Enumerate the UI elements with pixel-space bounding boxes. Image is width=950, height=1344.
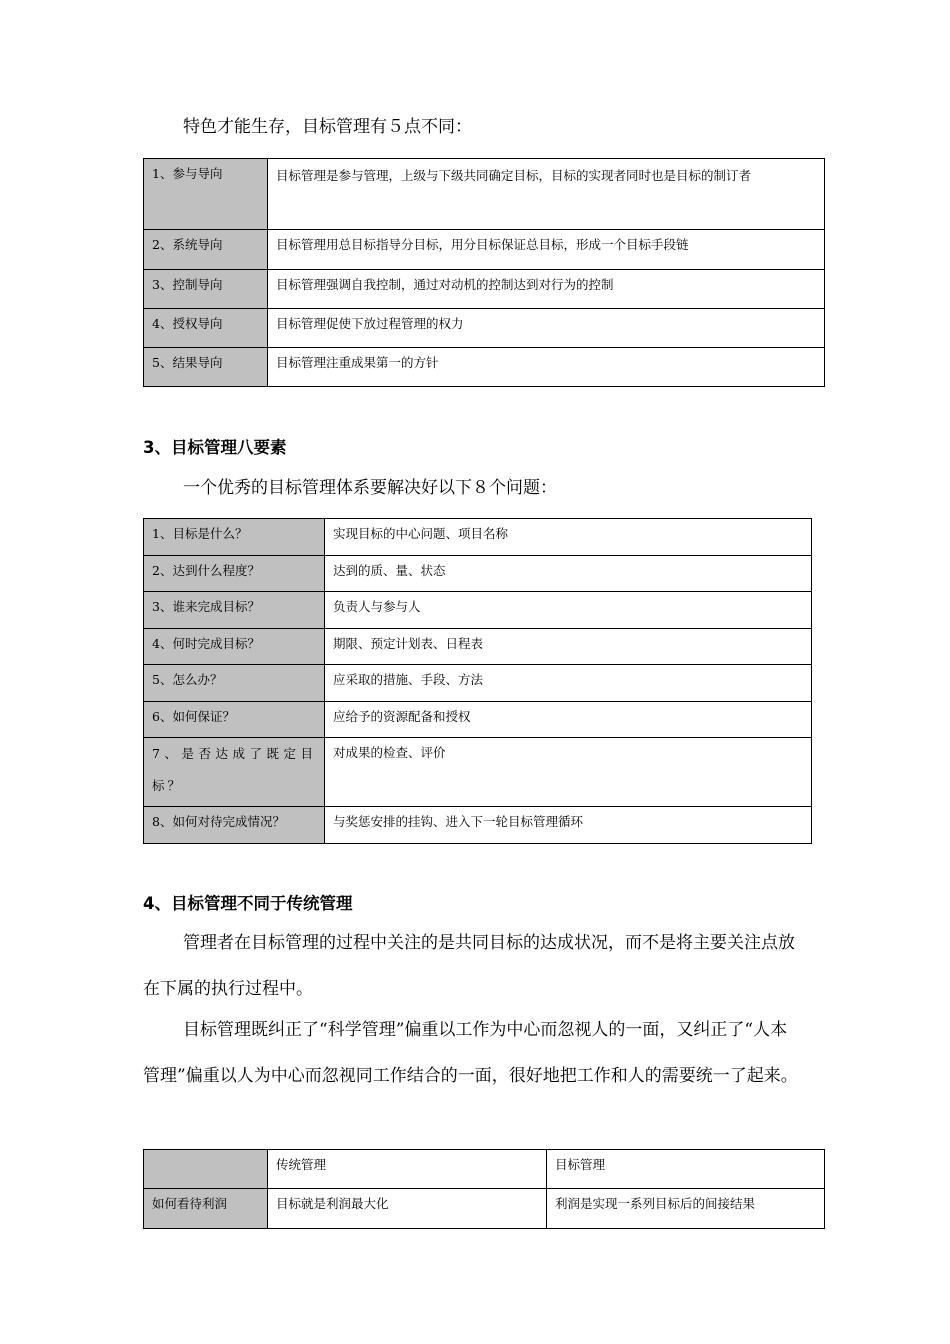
row-key: 2、系统导向 <box>144 230 268 270</box>
row-value: 目标管理注重成果第一的方针 <box>268 348 825 387</box>
table-row <box>144 665 812 702</box>
row-value: 目标就是利润最大化 <box>268 1189 547 1229</box>
row-key: 3、谁来完成目标？ <box>144 592 325 629</box>
row-key: 2、达到什么程度？ <box>144 556 325 592</box>
row-key: 4、何时完成目标？ <box>144 629 325 665</box>
header-cell <box>144 1150 268 1189</box>
row-key: 5、怎么办？ <box>144 665 325 702</box>
table-row <box>144 807 812 844</box>
table-row <box>144 348 825 387</box>
table-row <box>144 230 825 270</box>
table-row <box>144 519 812 556</box>
row-value: 对成果的检查、评价 <box>325 738 812 807</box>
row-value: 利润是实现一系列目标后的间接结果 <box>547 1189 825 1229</box>
section-3-heading: 3、目标管理八要素 <box>143 438 287 457</box>
section-4-heading: 4、目标管理不同于传统管理 <box>143 894 353 913</box>
row-value: 与奖惩安排的挂钩、进入下一轮目标管理循环 <box>325 807 812 844</box>
eight-elements-table <box>143 518 812 844</box>
table-row <box>144 556 812 592</box>
table-header-row <box>144 1150 825 1189</box>
row-value: 应采取的措施、手段、方法 <box>325 665 812 702</box>
row-key: 5、结果导向 <box>144 348 268 387</box>
row-key: 1、目标是什么？ <box>144 519 325 556</box>
comparison-table <box>143 1149 825 1229</box>
row-key: 如何看待利润 <box>144 1189 268 1229</box>
row-key: 8、如何对待完成情况？ <box>144 807 325 844</box>
table-row <box>144 270 825 309</box>
row-key: 4、授权导向 <box>144 309 268 348</box>
row-key: 1、参与导向 <box>144 159 268 230</box>
table-row <box>144 159 825 230</box>
row-value: 实现目标的中心问题、项目名称 <box>325 519 812 556</box>
row-value: 期限、预定计划表、日程表 <box>325 629 812 665</box>
row-value: 应给予的资源配备和授权 <box>325 702 812 738</box>
table-row <box>144 309 825 348</box>
header-cell: 目标管理 <box>547 1150 825 1189</box>
intro-line: 特色才能生存，目标管理有５点不同： <box>183 117 472 137</box>
section-3-intro: 一个优秀的目标管理体系要解决好以下８个问题： <box>183 478 557 498</box>
row-key: 7、是否达成了既定目标？ <box>144 738 325 807</box>
row-value: 目标管理用总目标指导分目标，用分目标保证总目标，形成一个目标手段链 <box>268 230 825 270</box>
section-4-paragraph-2: 目标管理既纠正了“科学管理”偏重以工作为中心而忽视人的一面，又纠正了“人本管理”偏重以人为中心而忽视同工作结合的一面，很好地把工作和人的需要统一了起来。 <box>143 1020 798 1086</box>
row-key: 6、如何保证？ <box>144 702 325 738</box>
row-value: 目标管理是参与管理，上级与下级共同确定目标，目标的实现者同时也是目标的制订者 <box>268 159 825 230</box>
table-row <box>144 592 812 629</box>
orientation-table <box>143 158 825 387</box>
row-value: 目标管理强调自我控制，通过对动机的控制达到对行为的控制 <box>268 270 825 309</box>
table-row <box>144 738 812 807</box>
table-row <box>144 629 812 665</box>
table-row <box>144 1189 825 1229</box>
table-row <box>144 702 812 738</box>
row-key: 3、控制导向 <box>144 270 268 309</box>
section-4-paragraph-1: 管理者在目标管理的过程中关注的是共同目标的达成状况，而不是将主要关注点放在下属的执行过程中。 <box>143 933 795 999</box>
row-value: 目标管理促使下放过程管理的权力 <box>268 309 825 348</box>
header-cell: 传统管理 <box>268 1150 547 1189</box>
row-value: 达到的质、量、状态 <box>325 556 812 592</box>
row-value: 负责人与参与人 <box>325 592 812 629</box>
